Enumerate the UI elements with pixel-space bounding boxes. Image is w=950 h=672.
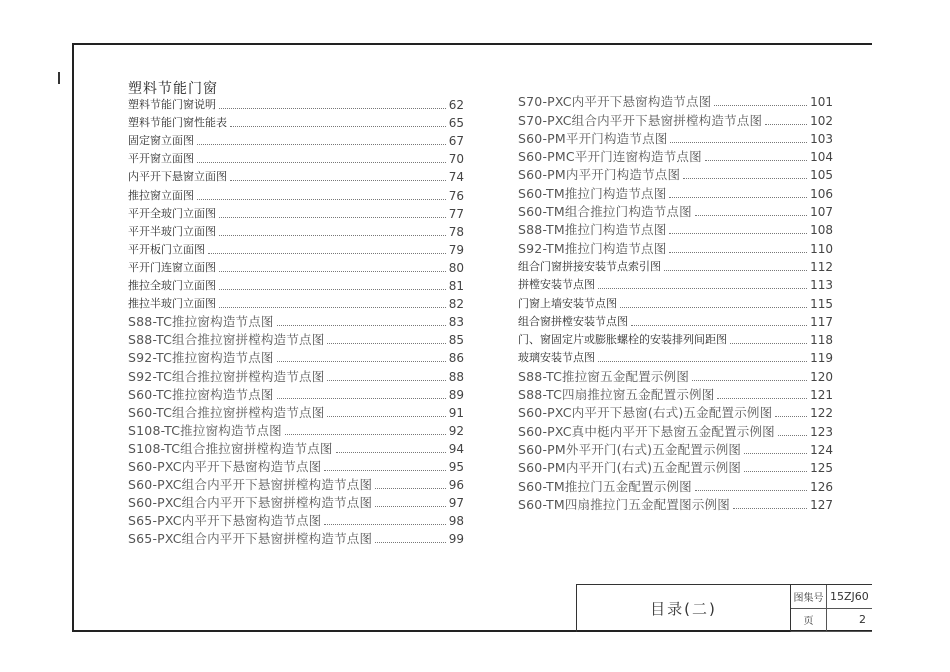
toc-entry-title: S70-PXC内平开下悬窗构造节点图 [518,94,712,110]
leader-dots [744,453,807,454]
toc-entry[interactable] [128,259,464,277]
toc-entry[interactable] [128,404,464,422]
toc-entry-page: 65 [448,116,464,131]
toc-entry[interactable] [518,239,833,257]
toc-entry-title: S60-TM推拉门五金配置示例图 [518,478,692,494]
toc-entry-title: S88-TC推拉窗五金配置示例图 [518,368,690,384]
toc-entry-title: S60-PM内平开门(右式)五金配置示例图 [518,460,742,476]
leader-dots [733,508,807,509]
toc-entry-page: 74 [448,170,464,185]
toc-entry-page: 94 [448,441,464,456]
toc-entry-title: S108-TC推拉窗构造节点图 [128,422,282,438]
leader-dots [197,162,446,163]
toc-entry-page: 104 [810,150,833,165]
leader-dots [765,124,807,125]
toc-entry-page: 86 [448,351,464,366]
toc-entry[interactable] [128,458,464,476]
toc-entry-title: 拼樘安装节点图 [518,278,595,292]
toc-entry-title: S60-PM外平开门(右式)五金配置示例图 [518,441,742,457]
leader-dots [692,380,807,381]
toc-entry-page: 123 [810,424,833,439]
toc-entry-page: 126 [810,479,833,494]
toc-entry-page: 85 [448,333,464,348]
toc-entry-title: 平开板门立面图 [128,242,205,256]
toc-entry-page: 121 [810,388,833,403]
leader-dots [695,490,807,491]
toc-entry[interactable] [128,114,464,132]
toc-entry-page: 103 [810,131,833,146]
toc-entry-title: S60-PXC内平开下悬窗(右式)五金配置示例图 [518,405,773,421]
toc-entry-title: S60-PXC真中梃内平开下悬窗五金配置示例图 [518,423,775,439]
toc-entry-title: S60-PXC内平开下悬窗构造节点图 [128,458,322,474]
leader-dots [664,270,807,271]
leader-dots [230,126,446,127]
toc-entry[interactable] [518,404,833,422]
leader-dots [219,235,446,236]
leader-dots [669,233,807,234]
toc-entry-title: S92-TM推拉门构造节点图 [518,240,667,256]
toc-right-column [518,93,833,514]
toc-entry[interactable] [128,331,464,349]
toc-entry[interactable] [128,295,464,313]
toc-entry-page: 101 [810,95,833,110]
toc-entry[interactable] [128,313,464,331]
toc-entry-title: 固定窗立面图 [128,134,194,148]
leader-dots [219,289,446,290]
toc-entry-page: 108 [810,223,833,238]
toc-entry[interactable] [128,150,464,168]
toc-entry-page: 62 [448,98,464,113]
leader-dots [730,343,807,344]
leader-dots [695,215,807,216]
toc-entry-title: 平开全玻门立面图 [128,206,216,220]
toc-entry-title: S60-TM四扇推拉门五金配置图示例图 [518,496,730,512]
leader-dots [277,398,446,399]
toc-entry-title: 推拉半玻门立面图 [128,297,216,311]
leader-dots [598,361,807,362]
toc-entry-page: 110 [810,241,833,256]
sheet-title: 目录(二) [577,585,791,632]
leader-dots [324,470,445,471]
toc-entry-title: 内平开下悬窗立面图 [128,170,227,184]
leader-dots [197,199,446,200]
toc-entry[interactable] [518,130,833,148]
toc-entry-title: S92-TC推拉窗构造节点图 [128,350,274,366]
toc-entry[interactable] [128,241,464,259]
toc-entry-title: 组合门窗拼接安装节点索引图 [518,259,661,273]
leader-dots [277,361,446,362]
toc-entry[interactable] [518,441,833,459]
toc-entry-title: 门、窗固定片或膨胀螺栓的安装排列间距图 [518,333,727,347]
toc-entry[interactable] [128,512,464,530]
toc-entry[interactable] [128,168,464,186]
toc-entry[interactable] [128,530,464,548]
toc-entry-title: 门窗上墙安装节点图 [518,296,617,310]
toc-entry[interactable] [128,476,464,494]
leader-dots [778,435,807,436]
toc-entry[interactable] [518,258,833,276]
toc-entry-page: 81 [448,279,464,294]
leader-dots [197,144,446,145]
toc-entry-title: S65-PXC组合内平开下悬窗拼樘构造节点图 [128,531,373,547]
leader-dots [598,288,807,289]
toc-entry-title: S92-TC组合推拉窗拼樘构造节点图 [128,368,325,384]
toc-entry-page: 96 [448,478,464,493]
leader-dots [631,325,807,326]
toc-entry-page: 105 [810,168,833,183]
toc-entry[interactable] [518,276,833,294]
toc-entry-title: S108-TC组合推拉窗拼樘构造节点图 [128,440,333,456]
leader-dots [208,253,446,254]
leader-dots [336,452,446,453]
toc-entry-title: S88-TC组合推拉窗拼樘构造节点图 [128,332,325,348]
binding-mark [58,72,64,84]
toc-entry[interactable] [128,494,464,512]
toc-entry[interactable] [518,496,833,514]
toc-entry-page: 98 [448,514,464,529]
toc-entry[interactable] [518,184,833,202]
toc-entry-page: 102 [810,113,833,128]
toc-entry-title: S70-PXC组合内平开下悬窗拼樘构造节点图 [518,112,763,128]
toc-entry-page: 118 [810,333,833,348]
toc-entry[interactable] [128,422,464,440]
toc-entry[interactable] [518,111,833,129]
toc-entry-title: S88-TM推拉门构造节点图 [518,222,667,238]
toc-entry-page: 83 [448,315,464,330]
toc-entry-title: S60-PMC平开门连窗构造节点图 [518,149,702,165]
leader-dots [219,108,446,109]
leader-dots [705,160,807,161]
toc-entry[interactable] [128,367,464,385]
atlas-number-label: 图集号 [791,585,827,609]
toc-entry-title: 组合窗拼樘安装节点图 [518,314,628,328]
toc-entry-title: 塑料节能门窗说明 [128,98,216,112]
toc-entry-title: S60-TM组合推拉门构造节点图 [518,204,692,220]
leader-dots [717,398,807,399]
toc-entry-title: 平开半玻门立面图 [128,224,216,238]
toc-entry[interactable] [518,349,833,367]
toc-entry[interactable] [518,203,833,221]
toc-entry-page: 95 [448,459,464,474]
toc-entry[interactable] [128,440,464,458]
leader-dots [219,307,446,308]
leader-dots [669,252,807,253]
toc-entry-page: 92 [448,423,464,438]
toc-entry[interactable] [518,422,833,440]
toc-entry-page: 79 [448,242,464,257]
leader-dots [375,542,446,543]
toc-entry[interactable] [128,205,464,223]
leader-dots [714,105,807,106]
leader-dots [219,271,446,272]
toc-entry[interactable] [128,223,464,241]
toc-entry[interactable] [518,313,833,331]
toc-entry-page: 78 [448,224,464,239]
toc-entry-page: 91 [448,405,464,420]
toc-entry[interactable] [518,221,833,239]
toc-entry[interactable] [518,367,833,385]
toc-entry[interactable] [518,477,833,495]
toc-entry-page: 107 [810,205,833,220]
toc-entry-page: 89 [448,387,464,402]
toc-entry-page: 88 [448,369,464,384]
leader-dots [324,524,445,525]
toc-entry-page: 82 [448,297,464,312]
toc-entry[interactable] [518,148,833,166]
leader-dots [327,343,445,344]
leader-dots [670,142,807,143]
toc-entry-page: 80 [448,260,464,275]
toc-entry-title: 平开窗立面图 [128,152,194,166]
leader-dots [375,488,446,489]
toc-entry-title: S60-PXC组合内平开下悬窗拼樘构造节点图 [128,477,373,493]
leader-dots [669,197,807,198]
toc-entry-title: S60-PM内平开门构造节点图 [518,167,681,183]
toc-entry[interactable] [128,96,464,114]
toc-entry-page: 122 [810,406,833,421]
toc-entry-title: 推拉窗立面图 [128,188,194,202]
leader-dots [230,180,446,181]
leader-dots [775,416,807,417]
toc-entry-page: 125 [810,461,833,476]
leader-dots [219,217,446,218]
toc-entry[interactable] [518,166,833,184]
leader-dots [285,434,446,435]
toc-entry-page: 67 [448,134,464,149]
toc-entry-title: S60-TC组合推拉窗拼樘构造节点图 [128,404,325,420]
toc-entry-page: 119 [810,351,833,366]
leader-dots [327,380,445,381]
leader-dots [620,307,807,308]
toc-entry-page: 77 [448,206,464,221]
toc-entry-title: S88-TC四扇推拉窗五金配置示例图 [518,387,715,403]
toc-entry-title: S60-TC推拉窗构造节点图 [128,386,274,402]
toc-entry-page: 112 [810,259,833,274]
page-number-value: 2 [827,609,872,633]
toc-entry-title: 塑料节能门窗性能表 [128,116,227,130]
toc-entry-page: 99 [448,532,464,547]
toc-entry-page: 76 [448,188,464,203]
leader-dots [744,471,807,472]
toc-entry[interactable] [518,459,833,477]
toc-entry-title: S65-PXC内平开下悬窗构造节点图 [128,513,322,529]
toc-entry-page: 113 [810,278,833,293]
toc-entry[interactable] [518,331,833,349]
toc-entry-title: S60-TM推拉门构造节点图 [518,185,667,201]
toc-entry-page: 124 [810,442,833,457]
atlas-number-value: 15ZJ60 [827,585,872,609]
toc-entry-page: 120 [810,369,833,384]
toc-entry-page: 106 [810,186,833,201]
toc-entry-title: 推拉全玻门立面图 [128,279,216,293]
toc-entry-page: 70 [448,152,464,167]
section-title: 塑料节能门窗 [128,81,218,97]
toc-entry-page: 115 [810,296,833,311]
leader-dots [327,416,445,417]
toc-entry[interactable] [128,386,464,404]
toc-entry[interactable] [128,186,464,204]
toc-entry[interactable] [518,294,833,312]
leader-dots [375,506,446,507]
toc-entry-title: S60-PM平开门构造节点图 [518,130,668,146]
toc-entry[interactable] [128,132,464,150]
toc-entry-page: 127 [810,497,833,512]
toc-entry[interactable] [518,386,833,404]
toc-entry[interactable] [128,349,464,367]
leader-dots [683,178,807,179]
toc-entry[interactable] [128,277,464,295]
toc-entry-page: 97 [448,496,464,511]
toc-entry-title: S60-PXC组合内平开下悬窗拼樘构造节点图 [128,495,373,511]
leader-dots [277,325,446,326]
toc-entry-title: S88-TC推拉窗构造节点图 [128,314,274,330]
toc-left-column [128,96,464,548]
title-block [576,584,872,632]
toc-entry-page: 117 [810,314,833,329]
page-label: 页 [791,609,827,633]
toc-entry[interactable] [518,93,833,111]
toc-entry-title: 平开门连窗立面图 [128,260,216,274]
toc-entry-title: 玻璃安装节点图 [518,351,595,365]
title-block-grid [791,585,872,632]
